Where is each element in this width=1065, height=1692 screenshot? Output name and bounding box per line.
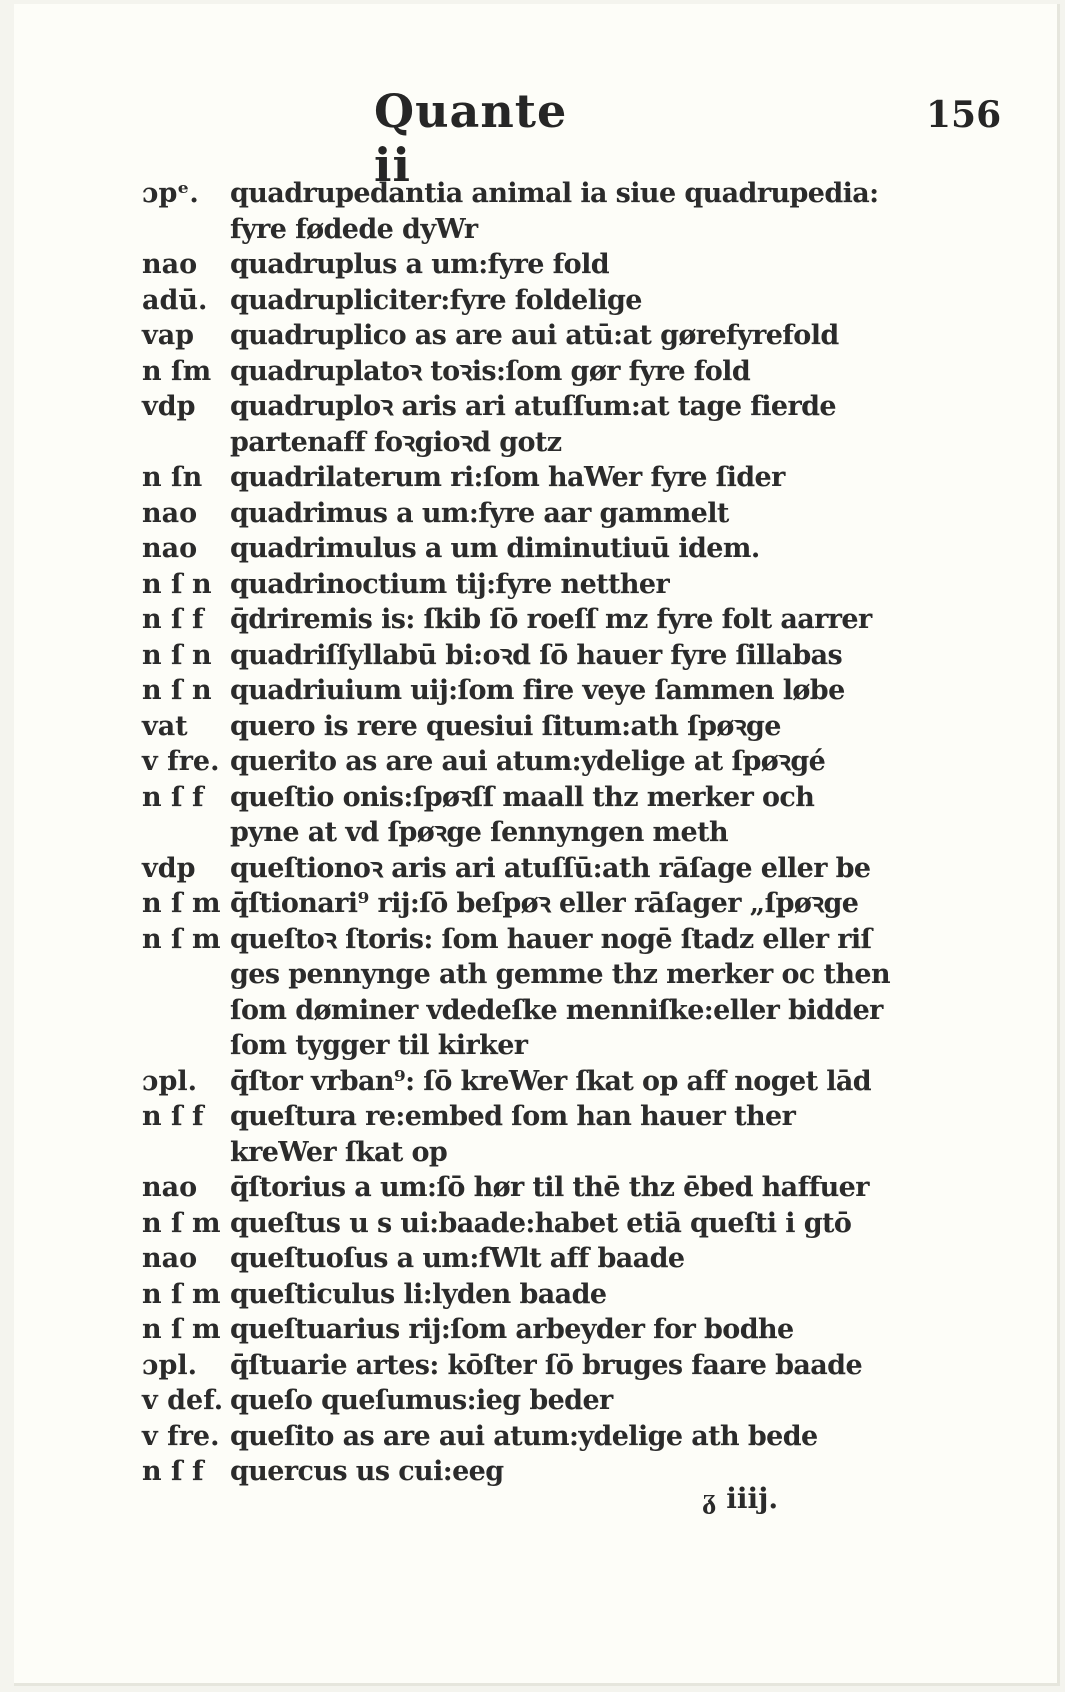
part-of-speech-abbrev: nao — [142, 497, 198, 529]
entry-text — [230, 1277, 902, 1313]
dictionary-entry — [142, 354, 902, 390]
entry-text — [230, 460, 902, 496]
dictionary-entry — [142, 460, 902, 496]
entry-text — [230, 1312, 902, 1348]
dictionary-entries — [142, 176, 902, 1490]
signature-mark: ᵹ iiij. — [702, 1482, 779, 1515]
part-of-speech-abbrev: n ſ n — [142, 639, 212, 671]
entry-text — [230, 318, 902, 354]
part-of-speech-abbrev: adū. — [142, 284, 208, 316]
dictionary-entry — [142, 1454, 902, 1490]
entry-line: q̄ſtuarie artes: kōſter ſō bruges faare baade — [230, 1349, 863, 1381]
entry-line: quadrimus a um:fyre aar gammelt — [230, 497, 729, 529]
part-of-speech-abbrev: nao — [142, 249, 198, 280]
part-of-speech-abbrev: n ſ m — [142, 888, 221, 919]
entry-line: quercus us cui:eeg — [230, 1456, 504, 1487]
dictionary-entry — [142, 744, 902, 780]
entry-line: quero is rere quesiui ſitum:ath ſpøꝛge — [230, 710, 781, 742]
entry-line: q̄driremis is: ſkib ſō roeſſ mz fyre folt aarrer — [230, 604, 872, 635]
entry-text — [230, 176, 902, 247]
dictionary-entry — [142, 1348, 902, 1384]
entry-text — [230, 1419, 902, 1455]
dictionary-entry — [142, 780, 902, 851]
entry-line: queſtoꝛ ſtoris: ſom hauer nogē ſtadz eller riſ — [230, 923, 872, 955]
dictionary-entry — [142, 1206, 902, 1242]
dictionary-entry — [142, 1241, 902, 1277]
dictionary-entry — [142, 851, 902, 887]
entry-line: q̄ſtor vrban⁹: ſō kreWer ſkat op aff noget lād — [230, 1065, 872, 1097]
entry-line: ſom tygger til kirker — [230, 1030, 528, 1061]
entry-text — [230, 1241, 902, 1277]
dictionary-entry — [142, 1383, 902, 1419]
part-of-speech-abbrev: n ſ f — [142, 1101, 204, 1132]
part-of-speech-abbrev: nao — [142, 1172, 198, 1203]
dictionary-entry — [142, 922, 902, 1064]
entry-text — [230, 567, 902, 603]
entry-line: quadrimulus a um diminutiuū idem. — [230, 533, 760, 564]
entry-line: queſito as are aui atum:ydelige ath bede — [230, 1420, 818, 1452]
entry-line: quadrupliciter:fyre foldelige — [230, 284, 642, 316]
dictionary-entry — [142, 389, 902, 460]
dictionary-entry — [142, 567, 902, 603]
entry-line: ſom døminer vdedeſke menniſke:eller bidder — [230, 994, 883, 1026]
part-of-speech-abbrev: vdp — [142, 391, 196, 422]
part-of-speech-abbrev: nao — [142, 1243, 198, 1274]
entry-text — [230, 744, 902, 780]
part-of-speech-abbrev: nao — [142, 533, 198, 564]
entry-text — [230, 389, 902, 460]
part-of-speech-abbrev: vat — [142, 710, 188, 742]
part-of-speech-abbrev: v fre. — [142, 1420, 220, 1452]
dictionary-entry — [142, 1064, 902, 1100]
entry-text — [230, 851, 902, 887]
part-of-speech-abbrev: vap — [142, 320, 195, 351]
entry-line: q̄ſtorius a um:ſō hør til thē thz ēbed haffuer — [230, 1172, 869, 1203]
dictionary-entry — [142, 638, 902, 674]
dictionary-entry — [142, 1170, 902, 1206]
part-of-speech-abbrev: n ſ m — [142, 923, 221, 955]
entry-line: quadriuium uij:ſom fire veye ſammen løbe — [230, 675, 845, 706]
entry-text — [230, 886, 902, 922]
entry-line: queſtura re:embed ſom han hauer ther — [230, 1101, 796, 1132]
part-of-speech-abbrev: ɔpᵉ. — [142, 178, 199, 209]
dictionary-entry — [142, 1277, 902, 1313]
part-of-speech-abbrev: n ſm — [142, 355, 212, 387]
entry-line: quadrupedantia animal ia siue quadrupedia: — [230, 178, 879, 209]
entry-line: kreWer ſkat op — [230, 1136, 448, 1168]
entry-line: quadriſſyllabū bi:oꝛd ſō hauer fyre ſillabas — [230, 639, 843, 671]
entry-line: quadrinoctium tij:fyre netther — [230, 568, 670, 600]
part-of-speech-abbrev: n ſ m — [142, 1314, 221, 1345]
entry-line: queſticulus li:lyden baade — [230, 1278, 607, 1310]
entry-text — [230, 354, 902, 390]
part-of-speech-abbrev: n ſ f — [142, 781, 204, 813]
entry-line: queſtus u s ui:baade:habet etiā queſti i gtō — [230, 1207, 852, 1239]
dictionary-entry — [142, 531, 902, 567]
entry-line: pyne at vd ſpøꝛge ſennyngen meth — [230, 817, 728, 848]
entry-text — [230, 1206, 902, 1242]
entry-line: partenaff foꝛgioꝛd gotz — [230, 426, 562, 458]
dictionary-entry — [142, 1312, 902, 1348]
part-of-speech-abbrev: n ſ n — [142, 675, 212, 706]
entry-text — [230, 1383, 902, 1419]
part-of-speech-abbrev: n ſ f — [142, 604, 204, 635]
dictionary-entry — [142, 1419, 902, 1455]
entry-text — [230, 531, 902, 567]
entry-text — [230, 247, 902, 283]
entry-text — [230, 1348, 902, 1384]
part-of-speech-abbrev: ɔpl. — [142, 1065, 197, 1097]
entry-text — [230, 780, 902, 851]
entry-line: quadruploꝛ aris ari atuſſum:at tage fierde — [230, 391, 836, 422]
entry-text — [230, 283, 902, 319]
dictionary-entry — [142, 496, 902, 532]
part-of-speech-abbrev: ɔpl. — [142, 1349, 197, 1381]
entry-text — [230, 1099, 902, 1170]
part-of-speech-abbrev: n ſ m — [142, 1207, 221, 1239]
dictionary-entry — [142, 318, 902, 354]
dictionary-entry — [142, 176, 902, 247]
entry-text — [230, 673, 902, 709]
part-of-speech-abbrev: v def. — [142, 1385, 224, 1416]
document-page — [14, 4, 1060, 1686]
running-head: Quante ii — [374, 84, 568, 192]
dictionary-entry — [142, 673, 902, 709]
dictionary-entry — [142, 1099, 902, 1170]
entry-text — [230, 1454, 902, 1490]
entry-text — [230, 1170, 902, 1206]
part-of-speech-abbrev: n ſ m — [142, 1278, 221, 1310]
entry-line: queſo queſumus:ieg beder — [230, 1385, 613, 1416]
dictionary-entry — [142, 709, 902, 745]
entry-line: querito as are aui atum:ydelige at ſpøꝛgé — [230, 746, 826, 777]
page-number: 156 — [926, 94, 1002, 136]
entry-text — [230, 709, 902, 745]
entry-line: quadruplico as are aui atū:at gørefyrefold — [230, 320, 839, 351]
entry-text — [230, 602, 902, 638]
entry-line: quadrilaterum ri:ſom haWer fyre ſider — [230, 462, 785, 493]
dictionary-entry — [142, 602, 902, 638]
entry-line: queſtionoꝛ aris ari atuſſū:ath rāſage eller be — [230, 852, 871, 884]
entry-line: queſtuarius rij:ſom arbeyder for bodhe — [230, 1314, 794, 1345]
entry-text — [230, 922, 902, 1064]
entry-text — [230, 1064, 902, 1100]
part-of-speech-abbrev: n ſ f — [142, 1456, 204, 1487]
entry-line: queſtuoſus a um:fWlt aff baade — [230, 1243, 685, 1274]
dictionary-entry — [142, 247, 902, 283]
entry-text — [230, 638, 902, 674]
part-of-speech-abbrev: vdp — [142, 852, 196, 884]
entry-line: ges pennynge ath gemme thz merker oc then — [230, 959, 890, 990]
dictionary-entry — [142, 886, 902, 922]
part-of-speech-abbrev: v fre. — [142, 746, 220, 777]
part-of-speech-abbrev: n ſ n — [142, 568, 212, 600]
dictionary-entry — [142, 283, 902, 319]
entry-text — [230, 496, 902, 532]
entry-line: quadruplus a um:fyre fold — [230, 249, 610, 280]
entry-line: quadruplatoꝛ toꝛis:ſom gør fyre fold — [230, 355, 751, 387]
entry-line: q̄ſtionari⁹ rij:ſō beſpøꝛ eller rāſager „ſpøꝛge — [230, 888, 859, 919]
part-of-speech-abbrev: n ſn — [142, 462, 203, 493]
entry-line: queſtio onis:ſpøꝛſſ maall thz merker och — [230, 781, 815, 813]
entry-line: fyre fødede dyWr — [230, 213, 478, 245]
